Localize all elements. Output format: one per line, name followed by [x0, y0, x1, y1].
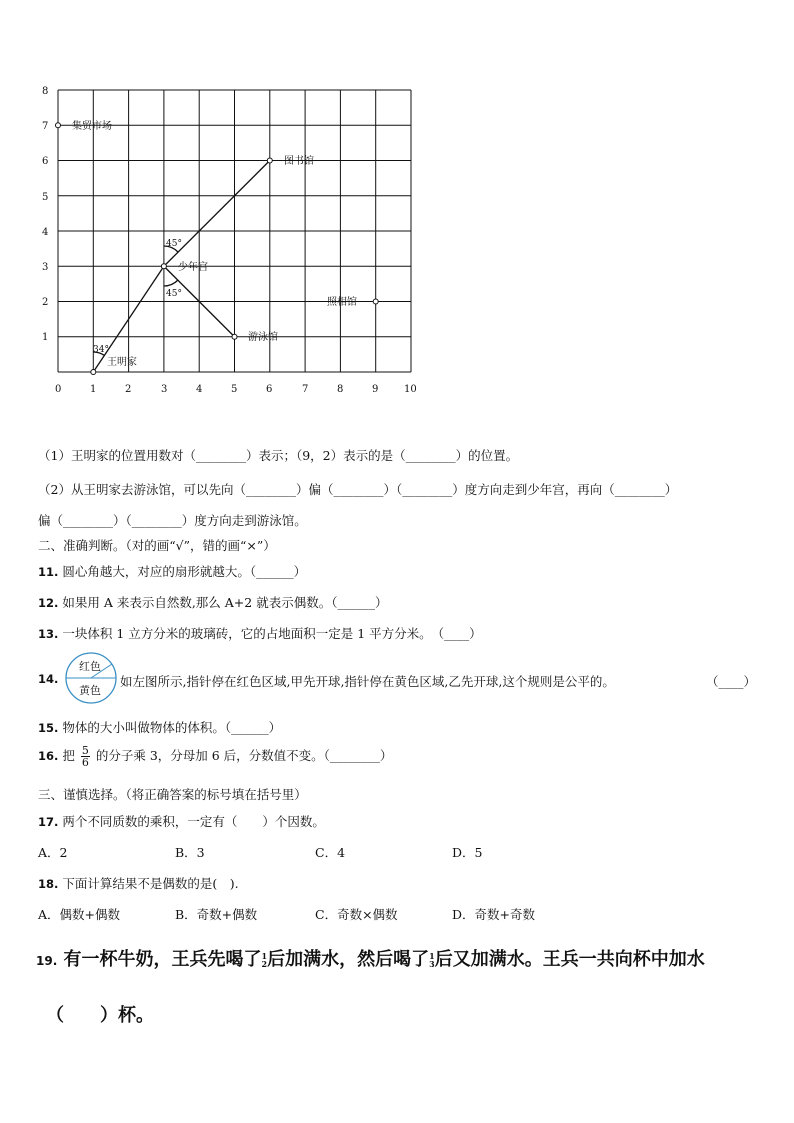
x-tick-6: 6	[266, 384, 273, 395]
fraction-numerator: 5	[81, 744, 89, 757]
question-2-part-b: 偏（________）（________）度方向走到游泳馆。	[38, 513, 307, 528]
option-b[interactable]: B．奇数+偶数	[175, 907, 258, 922]
angle-label-lower: 45°	[166, 289, 182, 299]
option-a[interactable]: A．偶数+偶数	[38, 907, 121, 922]
angle-label-home: 34°	[93, 345, 109, 355]
option-d[interactable]: D．奇数+奇数	[452, 907, 535, 922]
option-b[interactable]: B．3	[175, 845, 205, 860]
label-market: 集贸市场	[72, 121, 112, 132]
fraction-denominator: 6	[81, 756, 89, 769]
point-home	[91, 370, 96, 375]
question-19	[36, 945, 705, 971]
question-text-prefix: 把	[62, 748, 75, 763]
point-photo-studio	[373, 299, 378, 304]
fraction-numerator: 1	[429, 951, 435, 961]
x-tick-9: 9	[372, 384, 379, 395]
question-11	[38, 562, 306, 580]
question-text: 如果用 A 来表示自然数,那么 A+2 就表示偶数。（______）	[62, 595, 388, 610]
spinner-diagram	[64, 652, 118, 704]
option-c[interactable]: C．奇数×偶数	[315, 907, 398, 922]
section-3-heading: 三、谨慎选择。（将正确答案的标号填在括号里）	[38, 787, 307, 802]
fraction-denominator: 3	[429, 959, 435, 969]
coordinate-grid	[30, 80, 460, 400]
question-text-a: 有一杯牛奶，王兵先喝了	[63, 949, 262, 970]
y-tick-3: 3	[42, 262, 49, 273]
angle-arc-lower	[164, 280, 178, 286]
y-tick-7: 7	[42, 121, 49, 132]
fraction	[81, 745, 90, 768]
label-photo-studio: 照相馆	[327, 297, 357, 308]
question-text: 的分子乘 3，分母加 6 后，分数值不变。（________）	[95, 748, 393, 763]
y-tick-8: 8	[42, 86, 49, 97]
x-tick-0: 0	[55, 384, 62, 395]
option-c[interactable]: C．4	[315, 845, 346, 860]
y-tick-2: 2	[42, 297, 49, 308]
route-youth-palace-to-library	[164, 161, 270, 267]
question-1: （1）王明家的位置用数对（________）表示；（9，2）表示的是（________）的位置。	[38, 448, 519, 463]
x-tick-3: 3	[161, 384, 168, 395]
answer-blank: （____）	[706, 674, 757, 689]
question-text: 圆心角越大，对应的扇形就越大。（______）	[62, 564, 307, 579]
option-d[interactable]: D．5	[452, 845, 483, 860]
label-pool: 游泳馆	[248, 332, 278, 343]
x-tick-2: 2	[125, 384, 132, 395]
section-2-heading: 二、准确判断。（对的画“√”，错的画“×”）	[38, 538, 276, 553]
point-library	[267, 158, 272, 163]
question-16	[38, 745, 392, 768]
x-tick-1: 1	[90, 384, 97, 395]
question-text: 如左图所示,指针停在红色区域,甲先开球,指针停在黄色区域,乙先开球,这个规则是公平的。	[120, 674, 615, 689]
question-number: 16.	[38, 749, 59, 763]
question-text: 一块体积 1 立方分米的玻璃砖，它的占地面积一定是 1 平方分米。 （____）	[62, 626, 482, 641]
question-number: 15.	[38, 721, 59, 735]
question-number: 17.	[38, 815, 59, 829]
y-tick-6: 6	[42, 156, 49, 167]
y-tick-5: 5	[42, 192, 49, 203]
spinner-red-label: 红色	[79, 660, 101, 673]
question-19-continued: （ ）杯。	[46, 1005, 154, 1026]
question-17	[38, 812, 325, 830]
x-tick-8: 8	[337, 384, 344, 395]
question-number: 18.	[38, 877, 59, 891]
spinner-yellow-label: 黄色	[79, 684, 101, 697]
question-number: 14.	[38, 672, 59, 686]
x-tick-7: 7	[302, 384, 309, 395]
question-text: 两个不同质数的乘积，一定有（ ）个因数。	[62, 814, 325, 829]
option-a[interactable]: A．2	[38, 845, 68, 860]
question-number: 12.	[38, 596, 59, 610]
question-number: 11.	[38, 565, 59, 579]
point-pool	[232, 334, 237, 339]
x-tick-10: 10	[404, 384, 417, 395]
question-text-c: 后又加满水。王兵一共向杯中加水	[434, 949, 705, 970]
question-15	[38, 718, 281, 736]
question-text-b: 后加满水，然后喝了	[267, 949, 430, 970]
question-13	[38, 624, 482, 642]
label-home: 王明家	[107, 357, 137, 368]
question-12	[38, 593, 387, 611]
fraction-numerator: 1	[261, 951, 268, 961]
angle-label-upper: 45°	[166, 239, 182, 249]
x-tick-4: 4	[196, 384, 203, 395]
label-library: 图书馆	[284, 156, 314, 167]
y-tick-4: 4	[42, 227, 49, 238]
question-number: 19.	[36, 954, 58, 968]
question-2-part-a: （2）从王明家去游泳馆，可以先向（________）偏（________）（________）度方向走到少年宫，再向（________）	[38, 482, 678, 497]
label-youth-palace: 少年宫	[178, 262, 208, 273]
fraction-denominator: 2	[261, 959, 268, 969]
question-text: 下面计算结果不是偶数的是( ).	[62, 876, 239, 891]
point-youth-palace	[161, 264, 166, 269]
x-tick-5: 5	[231, 384, 238, 395]
y-tick-1: 1	[42, 332, 49, 343]
question-text: 物体的大小叫做物体的体积。（______）	[62, 720, 282, 735]
point-market	[56, 123, 61, 128]
question-number: 13.	[38, 627, 59, 641]
question-18	[38, 874, 239, 892]
